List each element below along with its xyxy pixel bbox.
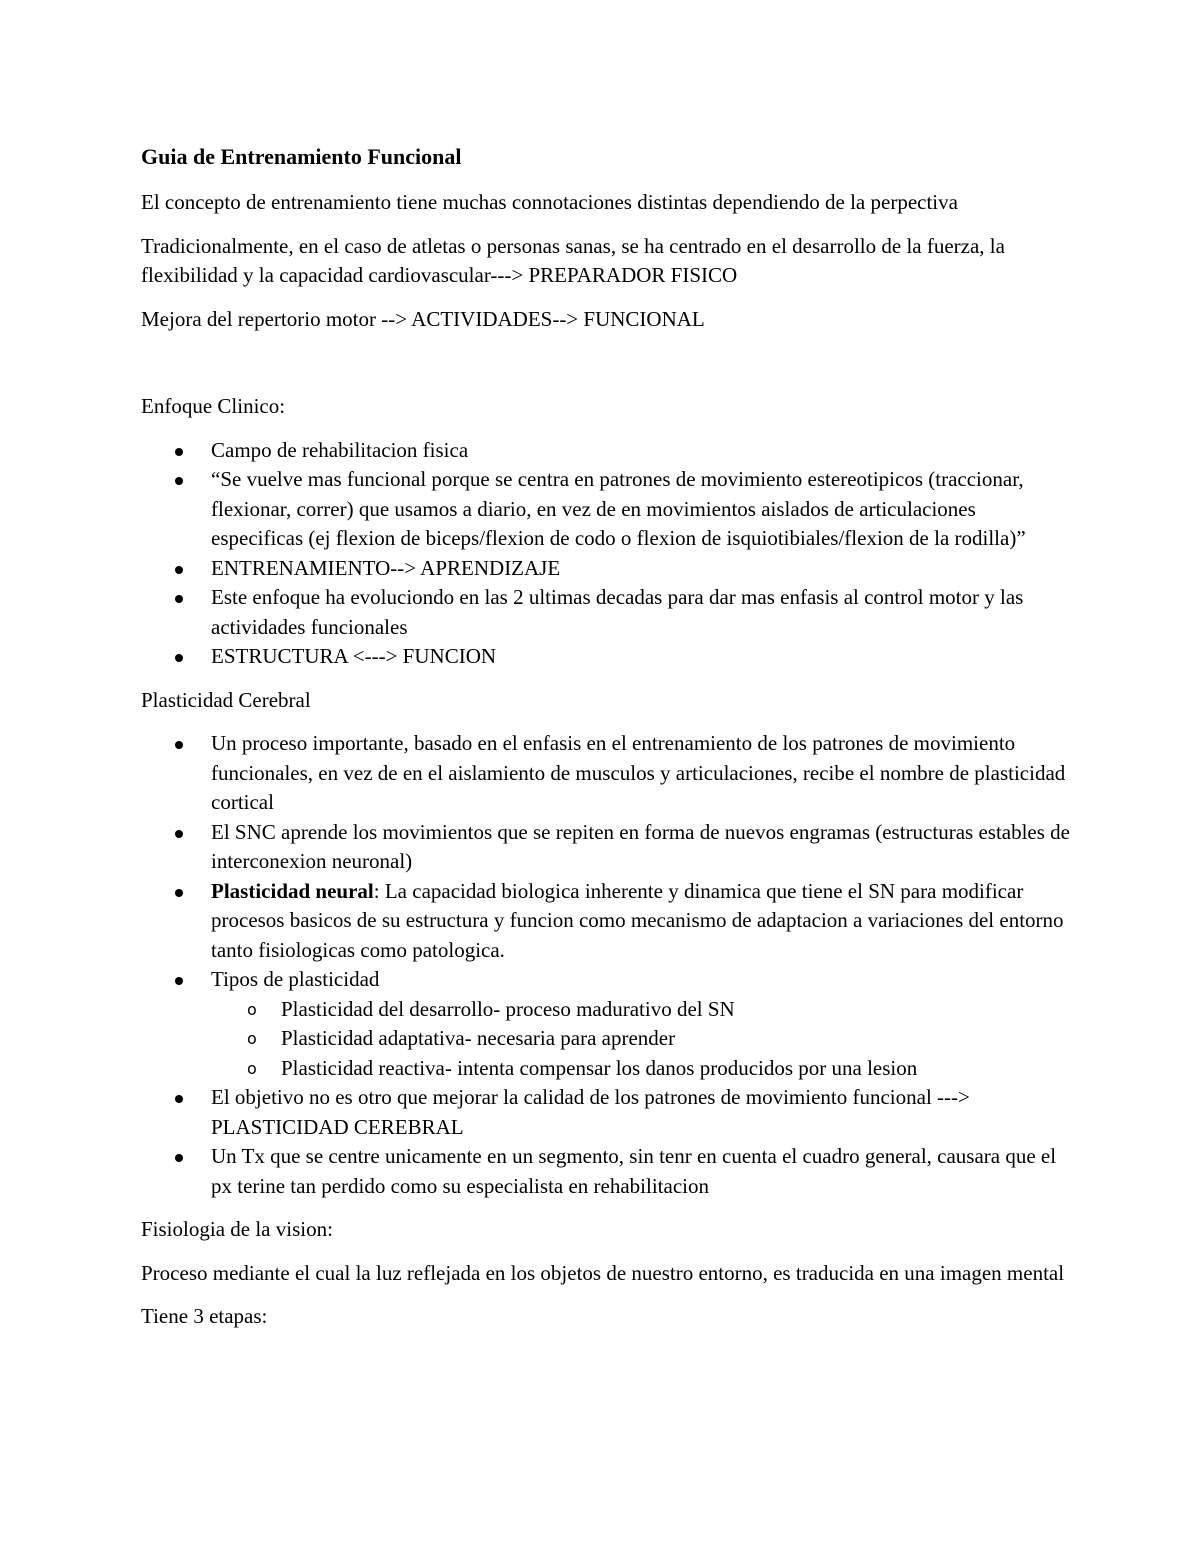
vision-paragraph: Proceso mediante el cual la luz reflejada en los objetos de nuestro entorno, es traducida en una imagen mental (141, 1260, 1065, 1285)
bullet-icon (175, 566, 183, 574)
list-item (141, 877, 1071, 966)
tipos-sublist (211, 995, 1071, 1084)
bullet-icon (175, 830, 183, 838)
list-item-text: El SNC aprende los movimientos que se repiten en forma de nuevos engramas (estructuras estables de interconexion neuronal) (211, 819, 1071, 873)
document-title: Guia de Entrenamiento Funcional (141, 144, 462, 169)
list-item-text: Este enfoque ha evoluciondo en las 2 ultimas decadas para dar mas enfasis al control motor y las actividades funcionales (211, 585, 1024, 639)
sublist-item (211, 995, 1071, 1025)
definition-text: : La capacidad biologica inherente y dinamica que tiene el SN para modificar procesos basicos de su estructura y funcion como mecanismo de adaptacion a variaciones del entorno tanto fisiologicas como patologica. (211, 878, 1064, 962)
list-item (141, 729, 1071, 818)
bullet-icon (175, 1095, 183, 1103)
definition-term: Plasticidad neural (211, 878, 374, 903)
vision-heading: Fisiologia de la vision: (141, 1217, 333, 1241)
list-item (141, 818, 1071, 877)
list-item (141, 465, 1071, 554)
list-item (141, 554, 1071, 584)
bullet-icon (175, 889, 183, 897)
bullet-icon (175, 595, 183, 603)
plasticidad-heading: Plasticidad Cerebral (141, 687, 311, 712)
document-page (141, 140, 1071, 1346)
blank-line (141, 348, 1071, 392)
sublist-item (211, 1054, 1071, 1084)
bullet-icon (175, 977, 183, 985)
list-item-text: El objetivo no es otro que mejorar la calidad de los patrones de movimiento funcional ---> PLASTICIDAD CEREBRAL (211, 1085, 970, 1139)
etapas-paragraph: Tiene 3 etapas: (141, 1304, 268, 1328)
list-item-text: Campo de rehabilitacion fisica (211, 437, 469, 462)
list-item-text: ENTRENAMIENTO--> APRENDIZAJE (211, 555, 561, 580)
list-item-text: ESTRUCTURA <---> FUNCION (211, 644, 497, 668)
bullet-icon (175, 448, 183, 456)
circle-bullet-icon: o (247, 1058, 257, 1078)
list-item-text: Un proceso importante, basado en el enfasis en el entrenamiento de los patrones de movimiento funcionales, en vez de en el aislamiento de musculos y articulaciones, recibe el nombre de plasticidad cortical (211, 731, 1066, 814)
list-item (141, 1083, 1071, 1142)
intro-paragraph-3: Mejora del repertorio motor --> ACTIVIDADES--> FUNCIONAL (141, 306, 705, 331)
enfoque-list (141, 436, 1071, 672)
list-item-text: Un Tx que se centre unicamente en un segmento, sin tenr en cuenta el cuadro general, causara que el px terine tan perdido como su especialista en rehabilitacion (211, 1144, 1057, 1198)
list-item-text: Tipos de plasticidad (211, 967, 380, 991)
bullet-icon (175, 1154, 183, 1162)
list-item (141, 436, 1071, 466)
bullet-icon (175, 477, 183, 485)
plasticidad-list (141, 729, 1071, 1201)
enfoque-heading: Enfoque Clinico: (141, 394, 286, 418)
bullet-icon (175, 741, 183, 749)
intro-paragraph-2: Tradicionalmente, en el caso de atletas o personas sanas, se ha centrado en el desarrollo de la fuerza, la flexibilidad y la capacidad cardiovascular---> PREPARADOR FISICO (141, 233, 1005, 287)
circle-bullet-icon: o (247, 999, 257, 1019)
circle-bullet-icon: o (247, 1029, 257, 1048)
sublist-item-text: Plasticidad del desarrollo- proceso madurativo del SN (281, 996, 735, 1021)
list-item-text: “Se vuelve mas funcional porque se centra en patrones de movimiento estereotipicos (traccionar, flexionar, correr) que usamos a diario, en vez de en movimientos aislados de articulaciones especificas (ej flexion de biceps/flexion de codo o flexion de isquiotibiales/flexion de la rodilla)” (211, 467, 1026, 550)
sublist-item-text: Plasticidad reactiva- intenta compensar los danos producidos por una lesion (281, 1055, 918, 1080)
list-item (141, 1142, 1071, 1201)
list-item (141, 583, 1071, 642)
list-item (141, 642, 1071, 672)
sublist-item-text: Plasticidad adaptativa- necesaria para aprender (281, 1026, 676, 1050)
list-item (141, 965, 1071, 1083)
bullet-icon (175, 654, 183, 662)
intro-paragraph-1: El concepto de entrenamiento tiene muchas connotaciones distintas dependiendo de la perpectiva (141, 190, 958, 214)
sublist-item (211, 1024, 1071, 1054)
